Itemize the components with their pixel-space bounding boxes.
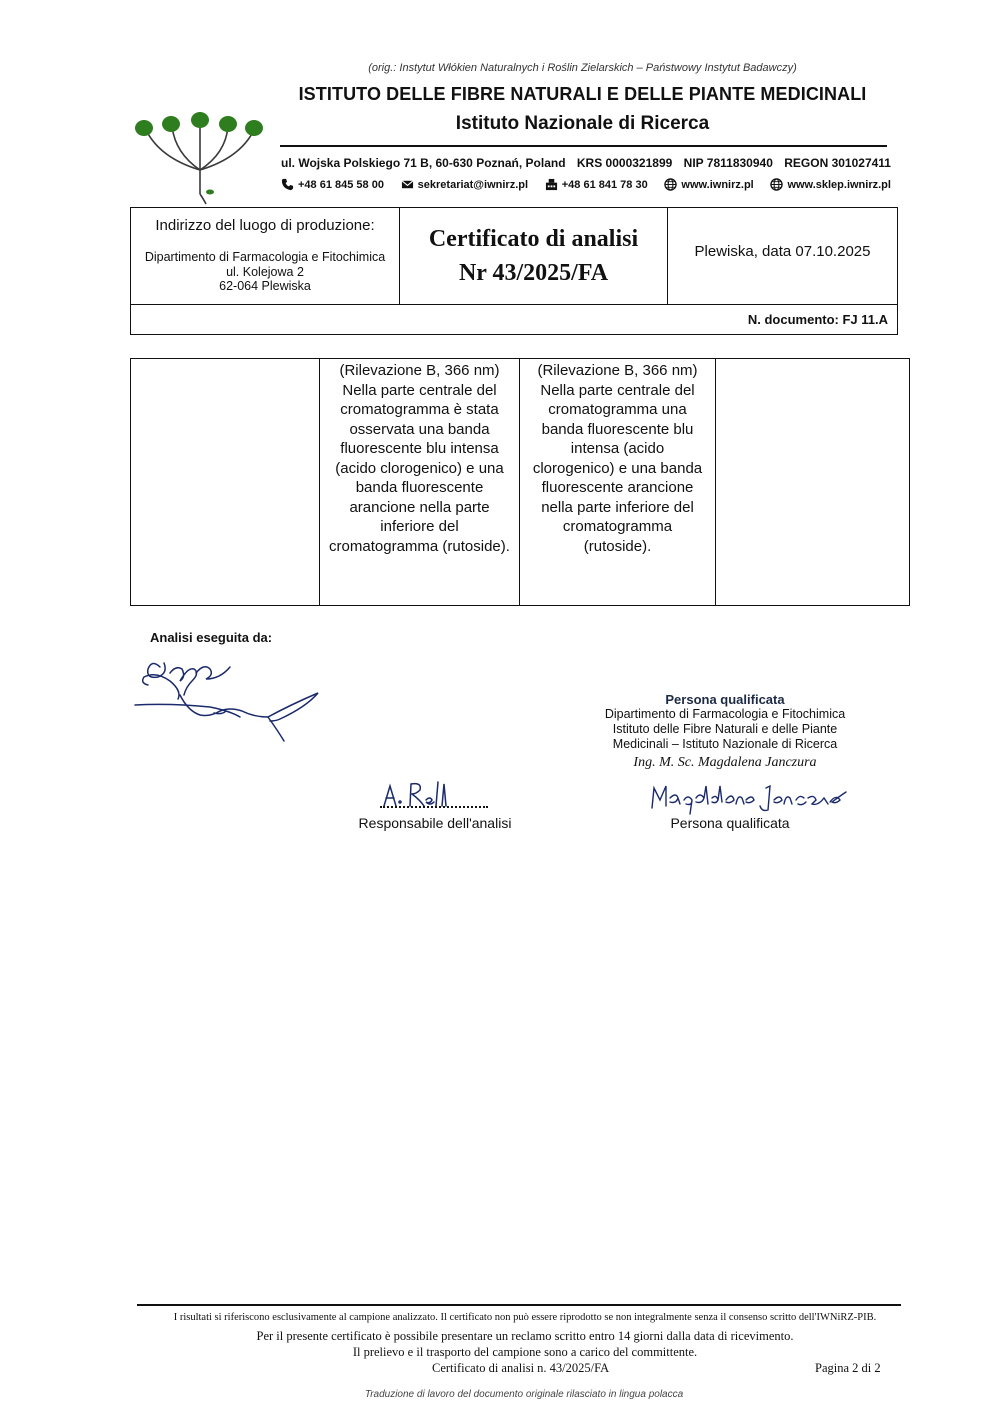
requirement-text: (Rilevazione B, 366 nm) Nella parte centrale del cromatogramma è stata osservata una banda fluorescente blu intensa (acido clorogenico) e una banda fluorescente arancione nella parte inferiore del cromatogramma (rutoside). [329,362,510,555]
qualified-person-title: Persona qualificata [665,692,785,707]
email-address[interactable]: sekretariat@iwnirz.pl [417,178,529,191]
production-street: ul. Kolejowa 2 [226,264,304,279]
mail-icon [401,178,414,191]
document-number-row [130,304,898,335]
certificate-number: Nr 43/2025/FA [458,260,609,286]
table-cell [131,359,320,605]
fax-icon [545,178,558,191]
fax-contact [545,178,648,191]
footer-divider [137,1304,901,1306]
responsible-caption: Responsabile dell'analisi [358,815,512,831]
address-line [281,156,891,170]
table-cell [716,359,909,605]
regon-number: REGON 301027411 [784,156,891,170]
website-link[interactable]: www.iwnirz.pl [681,178,754,191]
website-contact [664,178,753,191]
fax-number: +48 61 841 78 30 [561,178,648,191]
qualified-person-institute-line2: Medicinali – Istituto Nazionale di Ricerca [612,737,838,751]
institute-title: ISTITUTO DELLE FIBRE NATURALI E DELLE PIANTE MEDICINALI [298,84,867,104]
table-cell [320,359,520,605]
certificate-header-table [130,207,898,305]
contact-line [281,178,891,191]
translation-note: Traduzione di lavoro del documento originale rilasciato in lingua polacca [364,1389,684,1400]
table-cell [520,359,716,605]
qualified-person-caption: Persona qualificata [670,815,790,831]
footer-sampling-note: Il prelievo e il trasporto del campione sono a carico del committente. [352,1345,698,1359]
result-text: (Rilevazione B, 366 nm) Nella parte centrale del cromatogramma una banda fluorescente blu intensa (acido clorogenico) e una banda fluorescente arancione nella parte inferiore del cromatogramma (rutoside). [532,362,703,555]
footer-certificate-ref: Certificato di analisi n. 43/2025/FA [432,1361,610,1375]
krs-number: KRS 0000321899 [576,156,673,170]
results-table [130,358,910,606]
document-number: N. documento: FJ 11.A [747,312,888,327]
phone-icon [281,178,294,191]
certificate-title: Certificato di analisi [428,226,639,252]
globe-icon [664,178,677,191]
phone-contact [281,178,384,191]
qualified-person-name: Ing. M. Sc. Magdalena Janczura [633,755,817,770]
responsible-signature-line [380,806,488,808]
issue-date: Plewiska, data 07.10.2025 [694,243,871,260]
footer-complaint-note: Per il presente certificato è possibile presentare un reclamo scritto entro 14 giorni dalla data di ricevimento. [256,1329,794,1343]
institute-logo-icon [130,108,265,206]
address: ul. Wojska Polskiego 71 B, 60-630 Poznań, Poland [281,156,566,170]
production-address-cell [131,208,400,304]
globe-icon [770,178,783,191]
nip-number: NIP 7811830940 [683,156,773,170]
header-divider [280,145,887,147]
institute-subtitle: Istituto Nazionale di Ricerca [455,113,710,134]
page-number: Pagina 2 di 2 [815,1361,881,1375]
original-name-note: (orig.: Instytut Włókien Naturalnych i Roślin Zielarskich – Państwowy Instytut Badawczy) [368,62,797,74]
shop-link[interactable]: www.sklep.iwnirz.pl [787,178,891,191]
production-label: Indirizzo del luogo di produzione: [155,217,375,234]
phone-number: +48 61 845 58 00 [298,178,384,191]
footer-disclaimer: I risultati si riferiscono esclusivamente al campione analizzato. Il certificato non può essere riprodotto se non integralmente senza il consenso scritto dell'IWNiRZ-PIB. [173,1312,877,1323]
certificate-title-cell [400,208,668,304]
qualified-person-institute-line1: Istituto delle Fibre Naturali e delle Piante [612,722,838,736]
email-contact [401,178,528,191]
date-cell [668,208,897,304]
analysed-by-label: Analisi eseguita da: [150,630,273,645]
shop-contact [770,178,891,191]
qualified-person-department: Dipartimento di Farmacologia e Fitochimica [604,707,846,721]
production-city: 62-064 Plewiska [219,279,311,293]
analyst-signature-icon [130,655,325,745]
production-department: Dipartimento di Farmacologia e Fitochimica [144,250,386,264]
qualified-person-signature-icon [648,780,848,816]
qualified-person-block [590,692,860,770]
